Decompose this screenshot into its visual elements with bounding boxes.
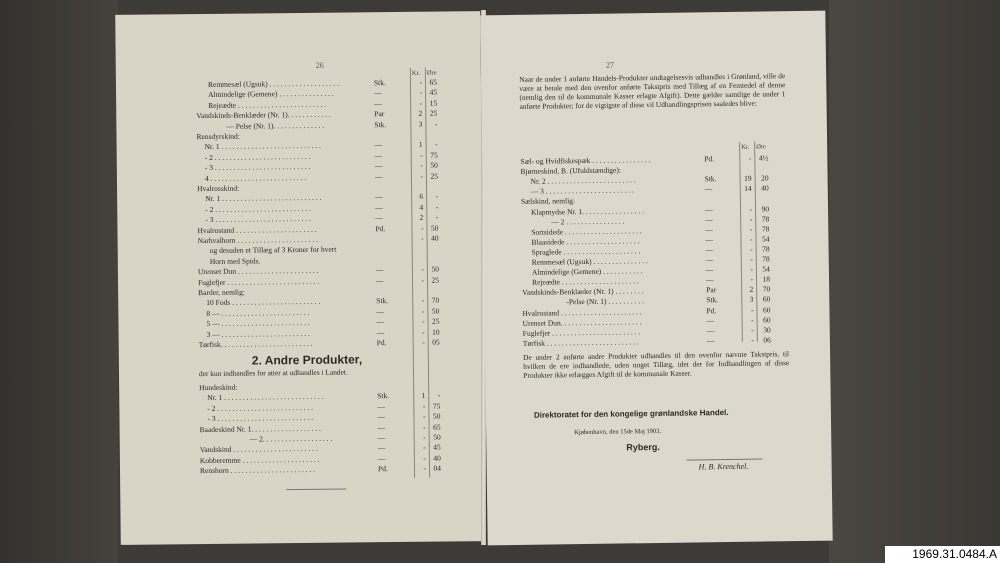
- item-label: Blaasidede . . . . . . . . . . . . . . . . . . . .: [531, 236, 640, 247]
- ore-value: 06: [763, 335, 771, 345]
- item-unit: —: [374, 171, 383, 181]
- item-unit: Par: [706, 285, 717, 295]
- ore-value: 40: [433, 453, 441, 463]
- item-label: Almindelige (Gemene) . . . . . . . . . . . . . . .: [208, 89, 334, 100]
- item-label: — 3 . . . . . . . . . . . . . . . . . . . . . . . .: [530, 185, 634, 197]
- item-unit: —: [706, 335, 715, 346]
- item-unit: Stk.: [704, 174, 717, 184]
- ore-value: 50: [430, 223, 439, 233]
- ore-value: 20: [761, 173, 769, 183]
- kroner-value: -: [420, 171, 423, 181]
- item-label: Kobberemme . . . . . . . . . . . . . . . . . . . . .: [199, 454, 320, 465]
- kroner-value: -: [421, 296, 425, 306]
- item-label: Hvalrostand . . . . . . . . . . . . . . . . . . . . . .: [197, 224, 317, 235]
- item-label: 8 — . . . . . . . . . . . . . . . . . . . . . . . .: [206, 307, 310, 318]
- item-unit: Stk.: [374, 119, 387, 129]
- ore-value: 54: [761, 234, 770, 244]
- divider: [286, 489, 346, 491]
- kr-header: Kr.: [741, 143, 750, 151]
- ore-value: 25: [429, 108, 438, 118]
- item-unit: —: [705, 255, 714, 265]
- item-unit: —: [374, 161, 383, 171]
- item-unit: Stk.: [377, 391, 390, 401]
- item-unit: —: [705, 245, 714, 255]
- item-label: — 2 . . . . . . . . . . . . . . . .: [551, 216, 625, 227]
- intro-paragraph: Naar de under 1 anførte Handels-Produkter undtagelsesvis udhandles i Grønland, ville de være at betale med den ovenfor anførte Takstpris med Tillæg af en Femtedel af denne (nemlig den til de kommunale Kasser erlagte Afgift). Dette gælder samtlige de under 1 anførte Produkter; for de vigtigste af disse vil Udhandlingsprisen saaledes blive:: [519, 71, 786, 111]
- kroner-value: -: [750, 274, 754, 284]
- ore-value: 45: [433, 442, 441, 453]
- item-label: Bjørneskind, B. (Ufuldstændige):: [520, 165, 621, 176]
- item-label: Sortsidede . . . . . . . . . . . . . . . . . . . . .: [531, 225, 642, 237]
- left-page: [115, 11, 486, 545]
- kroner-value: -: [419, 98, 423, 108]
- kroner-value: 1: [421, 391, 426, 401]
- item-label: Nr. 2 . . . . . . . . . . . . . . . . . . . . . . . .: [530, 175, 636, 186]
- ore-value: 25: [431, 316, 440, 326]
- kroner-value: -: [420, 223, 424, 233]
- ore-value: 78: [762, 244, 770, 254]
- kroner-value: 1: [418, 140, 423, 150]
- item-label: - 2 . . . . . . . . . . . . . . . . . . . . . . . . . .: [204, 151, 311, 162]
- item-label: Horn med Spids.: [209, 256, 261, 266]
- item-label: Remmesæl (Ugsuk) . . . . . . . . . . . . . . .: [531, 256, 648, 267]
- item-unit: —: [375, 265, 384, 275]
- catalog-tag: 1969.31.0484.A: [885, 546, 1000, 563]
- item-unit: —: [376, 327, 385, 337]
- item-unit: —: [377, 412, 386, 422]
- kroner-value: -: [422, 327, 425, 337]
- kroner-value: -: [421, 264, 424, 274]
- item-unit: Stk.: [706, 295, 719, 305]
- kroner-value: -: [423, 463, 427, 473]
- item-label: -Pelse (Nr. 1) . . . . . . . . . .: [566, 296, 645, 307]
- ore-value: 60: [762, 294, 771, 304]
- directorate: Direktoratet for den kongelige grønlandske Handel.: [533, 408, 729, 420]
- item-label: Almindelige (Gemene) . . . . . . . . . . .: [531, 266, 643, 277]
- signer: Ryberg.: [626, 441, 660, 453]
- kroner-value: 3: [418, 119, 423, 129]
- kroner-value: -: [749, 204, 753, 214]
- item-unit: —: [704, 184, 713, 194]
- ore-value: 30: [763, 325, 771, 335]
- ore-value: -: [435, 191, 439, 201]
- item-unit: —: [377, 401, 385, 411]
- item-label: 3 — . . . . . . . . . . . . . . . . . . . . . . . .: [206, 328, 310, 339]
- item-unit: —: [377, 433, 386, 443]
- right-page: [480, 11, 832, 546]
- kroner-value: -: [750, 264, 753, 274]
- item-label: Hvalrosskind:: [197, 183, 240, 194]
- ore-value: 50: [433, 432, 441, 442]
- kroner-value: -: [422, 401, 426, 411]
- kroner-value: 2: [419, 212, 424, 222]
- item-label: Sælskind, nemlig:: [520, 196, 576, 207]
- item-label: 5 — . . . . . . . . . . . . . . . . . . . . . . . .: [206, 318, 310, 329]
- ore-value: 18: [762, 274, 771, 284]
- kroner-value: 2: [749, 284, 754, 295]
- item-unit: —: [705, 235, 714, 245]
- item-label: Nr. 1 . . . . . . . . . . . . . . . . . . . . . . . . . . .: [204, 141, 321, 152]
- item-unit: —: [376, 317, 385, 327]
- ore-value: 75: [430, 150, 438, 160]
- item-label: Remmesæl (Ugsuk) . . . . . . . . . . . . . . . . . . .: [207, 78, 340, 89]
- kroner-value: -: [751, 335, 754, 345]
- kroner-value: 6: [419, 192, 424, 202]
- item-label: Spraglede . . . . . . . . . . . . . . . . . . . . .: [531, 246, 641, 257]
- item-unit: —: [705, 224, 713, 235]
- item-label: Rensdyrskind:: [196, 131, 240, 142]
- kroner-value: 19: [744, 173, 752, 183]
- item-label: Hundeskind:: [199, 382, 238, 393]
- kroner-value: -: [423, 432, 426, 442]
- ore-value: 78: [761, 224, 770, 234]
- kroner-value: -: [419, 77, 423, 87]
- ore-value: 65: [433, 422, 441, 432]
- item-label: Tørfisk . . . . . . . . . . . . . . . . . . . . . . . . .: [522, 337, 639, 348]
- kroner-value: -: [423, 443, 426, 453]
- ore-value: 40: [761, 183, 769, 193]
- ore-value: 78: [761, 214, 770, 224]
- item-unit: —: [375, 275, 384, 285]
- ore-value: 25: [431, 275, 440, 285]
- kroner-value: -: [422, 411, 426, 421]
- ore-value: 70: [431, 295, 440, 306]
- item-label: Urenset Dun . . . . . . . . . . . . . . . . . . . . . .: [197, 265, 319, 277]
- kroner-value: -: [749, 234, 753, 244]
- page-number: 27: [605, 60, 615, 70]
- item-unit: —: [705, 214, 713, 224]
- kroner-value: -: [750, 254, 753, 264]
- item-label: - 2 . . . . . . . . . . . . . . . . . . . . . . . . . .: [205, 203, 311, 214]
- item-label: Vandskinds-Benklæder (Nr. 1). . . . . . . . . . . .: [196, 109, 331, 121]
- kroner-value: -: [421, 233, 424, 243]
- kroner-value: -: [423, 453, 426, 463]
- item-label: Hvalrostand . . . . . . . . . . . . . . . . . . . . . .: [522, 306, 642, 318]
- ore-value: 60: [763, 315, 771, 325]
- ore-value: -: [434, 119, 438, 129]
- kroner-value: -: [421, 306, 425, 316]
- item-unit: —: [705, 265, 714, 275]
- item-label: — Pelse (Nr. 1). . . . . . . . . . . . . .: [226, 120, 325, 131]
- item-label: - 3 . . . . . . . . . . . . . . . . . . . . . . . . . .: [205, 214, 312, 225]
- ore-value: 10: [432, 327, 440, 337]
- ore-value: 50: [430, 160, 438, 170]
- section-subtitle: der kun indhandles for atter at udhandles i Landet.: [198, 367, 348, 379]
- countersign: H. B. Krenchel.: [698, 461, 749, 472]
- item-label: Barder, nemlig:: [198, 287, 245, 298]
- kroner-value: -: [749, 214, 753, 224]
- kroner-value: 2: [418, 108, 423, 118]
- item-label: - 2 . . . . . . . . . . . . . . . . . . . . . . . . . .: [207, 402, 314, 413]
- kroner-value: 4: [419, 202, 424, 212]
- item-label: Baadeskind Nr. 1. . . . . . . . . . . . . . . . . . .: [199, 423, 321, 434]
- kroner-value: -: [422, 337, 425, 347]
- ore-value: 50: [432, 411, 441, 421]
- section-title: 2. Andre Produkter,: [251, 352, 363, 368]
- ore-value: 45: [429, 87, 438, 98]
- item-label: og desuden et Tillæg af 3 Kroner for hvert: [209, 245, 337, 256]
- item-label: Rejeædte . . . . . . . . . . . . . . . . . . . . .: [531, 276, 639, 287]
- ore-value: 78: [762, 254, 770, 264]
- ore-value: -: [435, 212, 439, 222]
- item-unit: —: [374, 150, 383, 161]
- ore-header: Øre: [756, 143, 766, 151]
- ore-value: 60: [762, 304, 771, 315]
- item-unit: Pd.: [376, 338, 387, 348]
- ore-value: 50: [431, 306, 440, 316]
- place-date: Kjøbenhavn, den 15de Maj 1903.: [574, 427, 662, 437]
- item-unit: —: [374, 140, 383, 150]
- kroner-value: -: [751, 325, 754, 335]
- item-unit: —: [705, 275, 714, 285]
- item-label: Vandskinds-Benklæder (Nr. 1) . . . . . . . .: [522, 286, 644, 298]
- item-unit: Stk.: [373, 78, 386, 88]
- item-unit: —: [377, 443, 386, 453]
- item-label: - 3 . . . . . . . . . . . . . . . . . . . . . . . . . .: [204, 162, 311, 173]
- kroner-value: 3: [749, 295, 754, 305]
- item-label: Fuglefjer . . . . . . . . . . . . . . . . . . . . . . . . .: [197, 276, 320, 287]
- kr-header: Kr.: [411, 69, 421, 77]
- item-label: - 3 . . . . . . . . . . . . . . . . . . . . . . . . . .: [207, 413, 314, 424]
- kroner-value: -: [421, 316, 425, 326]
- item-label: 10 Fods . . . . . . . . . . . . . . . . . . . . . . . .: [206, 297, 321, 308]
- item-label: Vandskind . . . . . . . . . . . . . . . . . . . . . . .: [199, 444, 318, 455]
- item-label: Tørfisk. . . . . . . . . . . . . . . . . . . . . . . . .: [198, 338, 313, 350]
- kroner-value: -: [421, 275, 425, 285]
- background-right: [829, 0, 1000, 563]
- item-unit: —: [375, 213, 383, 223]
- ore-value: -: [437, 390, 441, 400]
- outro-paragraph: De under 2 anførte andre Produkter udhandles til den ovenfor nævnte Takstpris, til hvilken de ere indhandlede, uden noget Tillæg, idet der for Indhandlingen af disse Produkter ikke erlægges Afgift til de kommunale Kasser.: [523, 349, 790, 380]
- ore-value: -: [435, 139, 438, 149]
- kroner-value: -: [750, 244, 753, 254]
- item-unit: Pd.: [704, 154, 715, 164]
- item-unit: —: [706, 325, 715, 335]
- item-unit: —: [374, 88, 382, 98]
- background-left: [0, 0, 118, 563]
- item-label: Nr. 1 . . . . . . . . . . . . . . . . . . . . . . . . . . .: [207, 392, 324, 403]
- item-label: 4 . . . . . . . . . . . . . . . . . . . . . . . . . .: [204, 172, 307, 183]
- ore-value: 54: [762, 264, 770, 274]
- item-unit: —: [375, 192, 383, 202]
- ore-value: 65: [429, 77, 438, 87]
- ore-value: 75: [432, 401, 441, 411]
- item-label: Urenset Dun. . . . . . . . . . . . . . . . . . . . . .: [522, 316, 642, 328]
- item-unit: —: [377, 422, 386, 432]
- ore-value: 15: [429, 98, 438, 108]
- kroner-value: 14: [744, 183, 752, 194]
- item-unit: —: [377, 453, 386, 463]
- item-label: Klapmydse Nr. 1. . . . . . . . . . . . . . . . .: [530, 205, 645, 217]
- kroner-value: -: [748, 153, 752, 163]
- kroner-value: -: [420, 150, 423, 160]
- ore-value: 90: [761, 203, 770, 214]
- item-unit: —: [375, 202, 383, 213]
- item-unit: Par: [374, 109, 385, 119]
- item-label: Renshorn . . . . . . . . . . . . . . . . . . . . . . .: [199, 465, 316, 476]
- item-unit: Pd.: [377, 464, 388, 474]
- ore-value: 40: [431, 233, 439, 243]
- ore-header: Øre: [426, 69, 437, 77]
- item-label: Nr. 1 . . . . . . . . . . . . . . . . . . . . . . . . . . .: [205, 193, 322, 204]
- item-label: — 2. . . . . . . . . . . . . . . . . . .: [249, 433, 333, 444]
- item-label: Sæl- og Hvidfiskespæk . . . . . . . . . . . . . . . .: [520, 155, 651, 166]
- kroner-value: -: [420, 160, 423, 170]
- ore-value: 25: [430, 171, 438, 181]
- item-unit: Pd.: [706, 305, 717, 315]
- kroner-value: -: [749, 224, 753, 234]
- page-number: 26: [315, 60, 324, 70]
- item-label: Fuglefjer . . . . . . . . . . . . . . . . . . . . . . . .: [522, 326, 641, 338]
- item-unit: Pd.: [375, 223, 386, 233]
- ore-value: 05: [432, 337, 440, 347]
- signature-line: [687, 459, 763, 461]
- item-unit: Stk.: [376, 296, 389, 306]
- kroner-value: -: [750, 305, 754, 315]
- item-unit: —: [376, 306, 384, 317]
- ore-value: 70: [762, 284, 771, 294]
- item-label: Rejeædte . . . . . . . . . . . . . . . . . . . . . . . .: [208, 99, 327, 110]
- item-unit: —: [706, 315, 715, 325]
- ore-value: 4½: [758, 153, 769, 163]
- kroner-value: -: [423, 422, 426, 432]
- ore-value: 50: [431, 264, 439, 274]
- ore-value: 04: [433, 463, 442, 473]
- item-unit: —: [374, 98, 382, 109]
- kroner-value: -: [751, 315, 754, 325]
- ore-value: -: [435, 202, 439, 212]
- item-unit: —: [704, 204, 713, 214]
- kroner-value: -: [419, 88, 423, 98]
- item-label: Narhvalhorn . . . . . . . . . . . . . . . . . . . . . .: [197, 234, 319, 246]
